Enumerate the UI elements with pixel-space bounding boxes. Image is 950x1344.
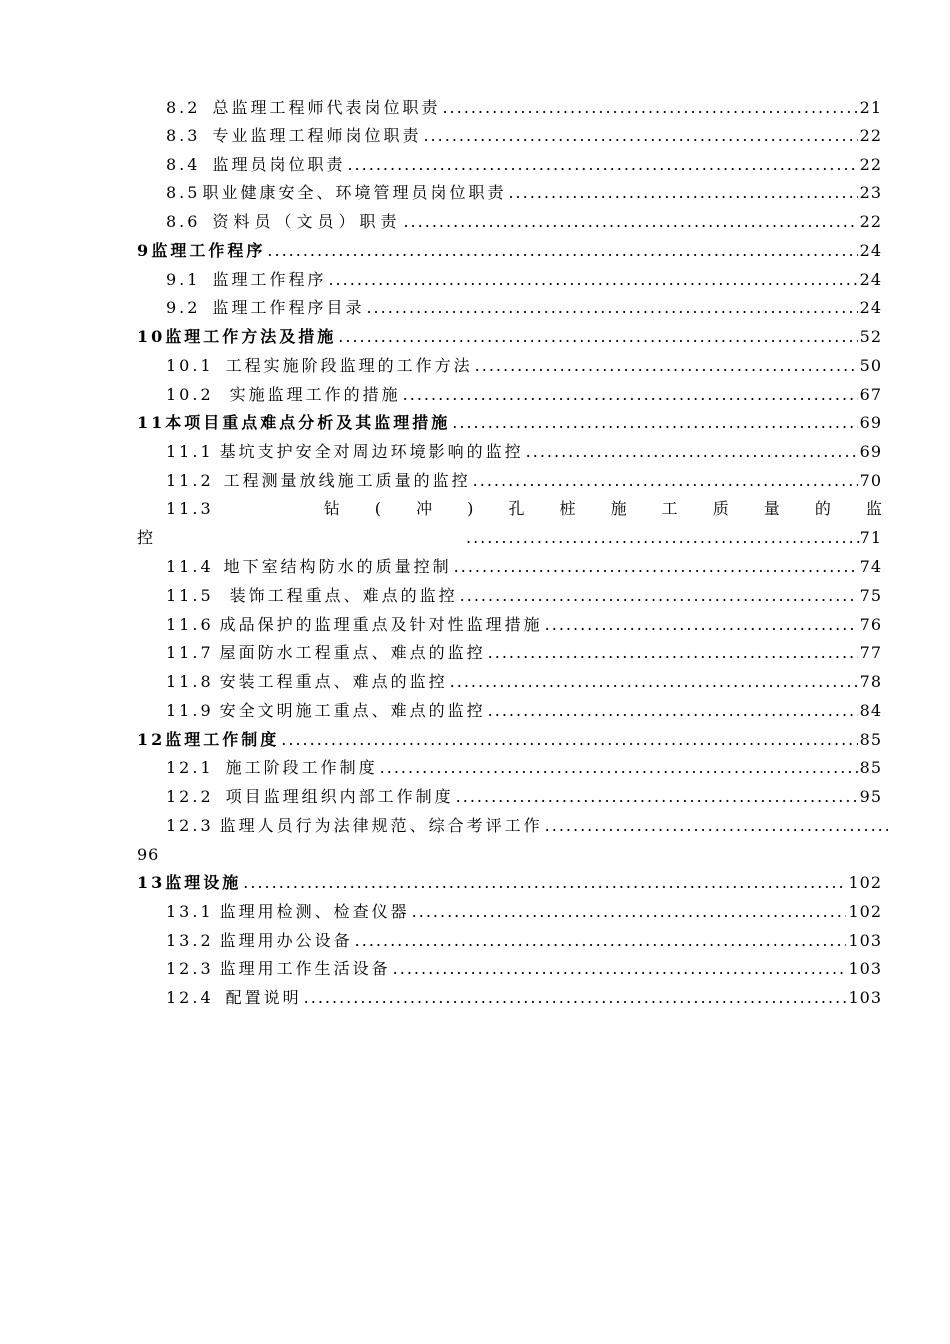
toc-entry[interactable]	[0, 898, 950, 926]
toc-page-number: 85	[859, 730, 882, 749]
toc-leader	[423, 122, 857, 150]
toc-leader	[456, 783, 858, 811]
toc-title: 屋面防水工程重点、难点的监控	[219, 643, 486, 662]
toc-entry[interactable]	[0, 208, 950, 236]
toc-number: 11.8	[166, 672, 214, 691]
toc-page-number: 103	[848, 959, 882, 978]
toc-page-number: 77	[859, 643, 882, 662]
toc-leader	[475, 352, 858, 380]
toc-entry[interactable]	[0, 668, 950, 696]
toc-entry[interactable]	[0, 352, 950, 380]
toc-title: 监理工作方法及措施	[165, 327, 337, 346]
toc-leader	[454, 553, 858, 581]
toc-page-number: 50	[859, 356, 882, 375]
toc-title-wrap: 控	[137, 528, 154, 547]
toc-entry[interactable]	[0, 467, 950, 495]
toc-entry[interactable]	[0, 611, 950, 639]
toc-leader	[355, 927, 847, 955]
toc-title: 监理工作制度	[165, 730, 280, 749]
toc-page-number: 103	[848, 931, 882, 950]
toc-number: 8.6	[166, 212, 201, 231]
toc-entry[interactable]	[0, 697, 950, 725]
toc-leader	[508, 179, 857, 207]
toc-title: 资料员（文员）职责	[212, 212, 402, 231]
toc-leader	[488, 639, 858, 667]
toc-number: 13	[137, 873, 166, 892]
toc-entry[interactable]	[0, 984, 950, 1012]
toc-number: 10.1	[166, 356, 214, 375]
toc-number: 11.1	[166, 442, 214, 461]
toc-number: 11.2	[166, 471, 214, 490]
toc-page-number: 22	[859, 126, 882, 145]
toc-entry[interactable]	[0, 151, 950, 179]
toc-entry[interactable]	[0, 294, 950, 322]
toc-title: 本项目重点难点分析及其监理措施	[165, 413, 451, 432]
toc-chapter-entry[interactable]	[0, 726, 950, 754]
toc-title: 实施监理工作的措施	[229, 385, 401, 404]
toc-title-char: 孔	[508, 499, 525, 518]
toc-number: 10	[137, 327, 166, 346]
toc-number: 13.2	[166, 931, 214, 950]
toc-leader	[545, 611, 858, 639]
toc-entry-continued[interactable]	[0, 524, 950, 552]
toc-title-char: 监	[865, 499, 882, 518]
toc-number: 10.2	[166, 385, 214, 404]
toc-title: 项目监理组织内部工作制度	[225, 787, 454, 806]
toc-page-number: 70	[859, 471, 882, 490]
toc-page-number: 24	[859, 241, 882, 260]
toc-chapter-entry[interactable]	[0, 237, 950, 265]
toc-leader	[347, 151, 857, 179]
toc-title-char: 施	[610, 499, 627, 518]
toc-leader	[338, 323, 857, 351]
toc-number: 11	[137, 413, 166, 432]
toc-leader	[473, 467, 858, 495]
toc-number: 11.7	[166, 643, 214, 662]
toc-leader	[403, 208, 857, 236]
toc-page-number: 24	[859, 270, 882, 289]
toc-title-char: 桩	[559, 499, 576, 518]
toc-title: 基坑支护安全对周边环境影响的监控	[219, 442, 524, 461]
toc-entry[interactable]	[0, 122, 950, 150]
toc-leader	[412, 898, 847, 926]
toc-number: 9.2	[166, 298, 201, 317]
toc-leader	[488, 697, 858, 725]
toc-page-number: 23	[859, 183, 882, 202]
toc-leader	[450, 668, 858, 696]
toc-title-char: 钻	[323, 499, 340, 518]
toc-entry[interactable]	[0, 553, 950, 581]
toc-entry[interactable]	[0, 582, 950, 610]
toc-number: 8.3	[166, 126, 201, 145]
toc-page-number: 21	[859, 98, 882, 117]
toc-number: 12.3	[166, 816, 214, 835]
toc-page-number: 96	[137, 845, 160, 864]
toc-leader	[442, 94, 857, 122]
toc-leader	[452, 409, 857, 437]
toc-title-char: (	[374, 499, 382, 518]
toc-entry[interactable]	[0, 783, 950, 811]
toc-leader	[380, 754, 858, 782]
toc-page-number: 24	[859, 298, 882, 317]
toc-chapter-entry[interactable]	[0, 409, 950, 437]
toc-title-char: 的	[814, 499, 831, 518]
toc-page-number: 84	[859, 701, 882, 720]
toc-number: 11.4	[166, 557, 214, 576]
toc-entry[interactable]	[0, 495, 950, 523]
toc-title: 安装工程重点、难点的监控	[219, 672, 448, 691]
toc-page-number: 22	[859, 155, 882, 174]
toc-leader	[366, 294, 857, 322]
toc-entry[interactable]	[0, 927, 950, 955]
toc-number: 12.2	[166, 787, 214, 806]
toc-page-number: 69	[859, 413, 882, 432]
toc-title: 监理工作程序	[212, 270, 327, 289]
toc-number: 8.2	[166, 98, 201, 117]
toc-leader	[281, 726, 857, 754]
toc-title-char: )	[467, 499, 474, 518]
toc-number: 11.6	[166, 615, 214, 634]
toc-title: 工程测量放线施工质量的监控	[223, 471, 471, 490]
toc-title: 监理用检测、检查仪器	[219, 902, 410, 921]
toc-leader	[328, 266, 857, 294]
toc-page-number: 95	[859, 787, 882, 806]
toc-title: 监理工作程序	[151, 241, 266, 260]
toc-number: 13.1	[166, 902, 214, 921]
toc-title: 配置说明	[225, 988, 302, 1007]
toc-page-number: 102	[848, 873, 882, 892]
toc-entry[interactable]	[0, 438, 950, 466]
toc-entry-continued[interactable]	[0, 841, 950, 869]
toc-entry[interactable]	[0, 94, 950, 122]
toc-leader	[526, 438, 858, 466]
toc-page-number: 22	[859, 212, 882, 231]
toc-chapter-entry[interactable]	[0, 869, 950, 897]
toc-number: 11.9	[166, 701, 214, 720]
toc-number: 9.1	[166, 270, 201, 289]
toc-chapter-entry[interactable]	[0, 323, 950, 351]
toc-title: 监理设施	[165, 873, 242, 892]
toc-leader	[267, 237, 857, 265]
toc-page-number: 67	[859, 385, 882, 404]
toc-leader	[545, 812, 888, 840]
toc-page-number: 71	[859, 528, 882, 547]
toc-number: 11.3	[166, 499, 214, 518]
toc-page-number: 85	[859, 758, 882, 777]
toc-leader	[466, 524, 860, 552]
toc-page-number: 52	[859, 327, 882, 346]
toc-leader	[393, 955, 847, 983]
toc-page-number: 102	[848, 902, 882, 921]
toc-title: 职业健康安全、环境管理员岗位职责	[202, 183, 507, 202]
toc-title: 工程实施阶段监理的工作方法	[225, 356, 473, 375]
toc-title: 监理人员行为法律规范、综合考评工作	[219, 816, 543, 835]
toc-title: 施工阶段工作制度	[225, 758, 378, 777]
toc-title-char: 工	[661, 499, 678, 518]
toc-number: 8.5	[166, 183, 201, 202]
toc-title: 总监理工程师代表岗位职责	[212, 98, 441, 117]
toc-title: 装饰工程重点、难点的监控	[229, 586, 458, 605]
toc-page-number: 103	[848, 988, 882, 1007]
toc-number: 12.3	[166, 959, 214, 978]
toc-number: 12.4	[166, 988, 214, 1007]
toc-leader	[243, 869, 846, 897]
toc-entry[interactable]	[0, 955, 950, 983]
toc-leader	[460, 582, 858, 610]
toc-leader	[304, 984, 847, 1012]
toc-title: 监理用办公设备	[219, 931, 353, 950]
toc-entry[interactable]	[0, 266, 950, 294]
toc-entry[interactable]	[0, 381, 950, 409]
toc-page-number: 75	[859, 586, 882, 605]
toc-title: 成品保护的监理重点及针对性监理措施	[219, 615, 543, 634]
toc-number: 12	[137, 730, 166, 749]
toc-title: 安全文明施工重点、难点的监控	[219, 701, 486, 720]
toc-title: 监理用工作生活设备	[219, 959, 391, 978]
toc-title-char: 冲	[416, 499, 433, 518]
toc-title: 地下室结构防水的质量控制	[223, 557, 452, 576]
toc-page-number: 69	[859, 442, 882, 461]
toc-page-number: 76	[859, 615, 882, 634]
toc-title: 监理员岗位职责	[212, 155, 346, 174]
toc-page-number: 78	[859, 672, 882, 691]
toc-number: 9	[137, 241, 152, 260]
toc-entry[interactable]	[0, 639, 950, 667]
toc-title: 专业监理工程师岗位职责	[212, 126, 422, 145]
toc-number: 11.5	[166, 586, 214, 605]
toc-title-char: 质	[712, 499, 729, 518]
toc-leader	[403, 381, 858, 409]
toc-entry[interactable]	[0, 754, 950, 782]
toc-title-char: 量	[763, 499, 780, 518]
toc-number: 12.1	[166, 758, 214, 777]
toc-number: 8.4	[166, 155, 201, 174]
toc-entry[interactable]	[0, 179, 950, 207]
toc-title: 监理工作程序目录	[212, 298, 365, 317]
toc-page-number: 74	[859, 557, 882, 576]
toc-entry[interactable]	[0, 812, 950, 840]
